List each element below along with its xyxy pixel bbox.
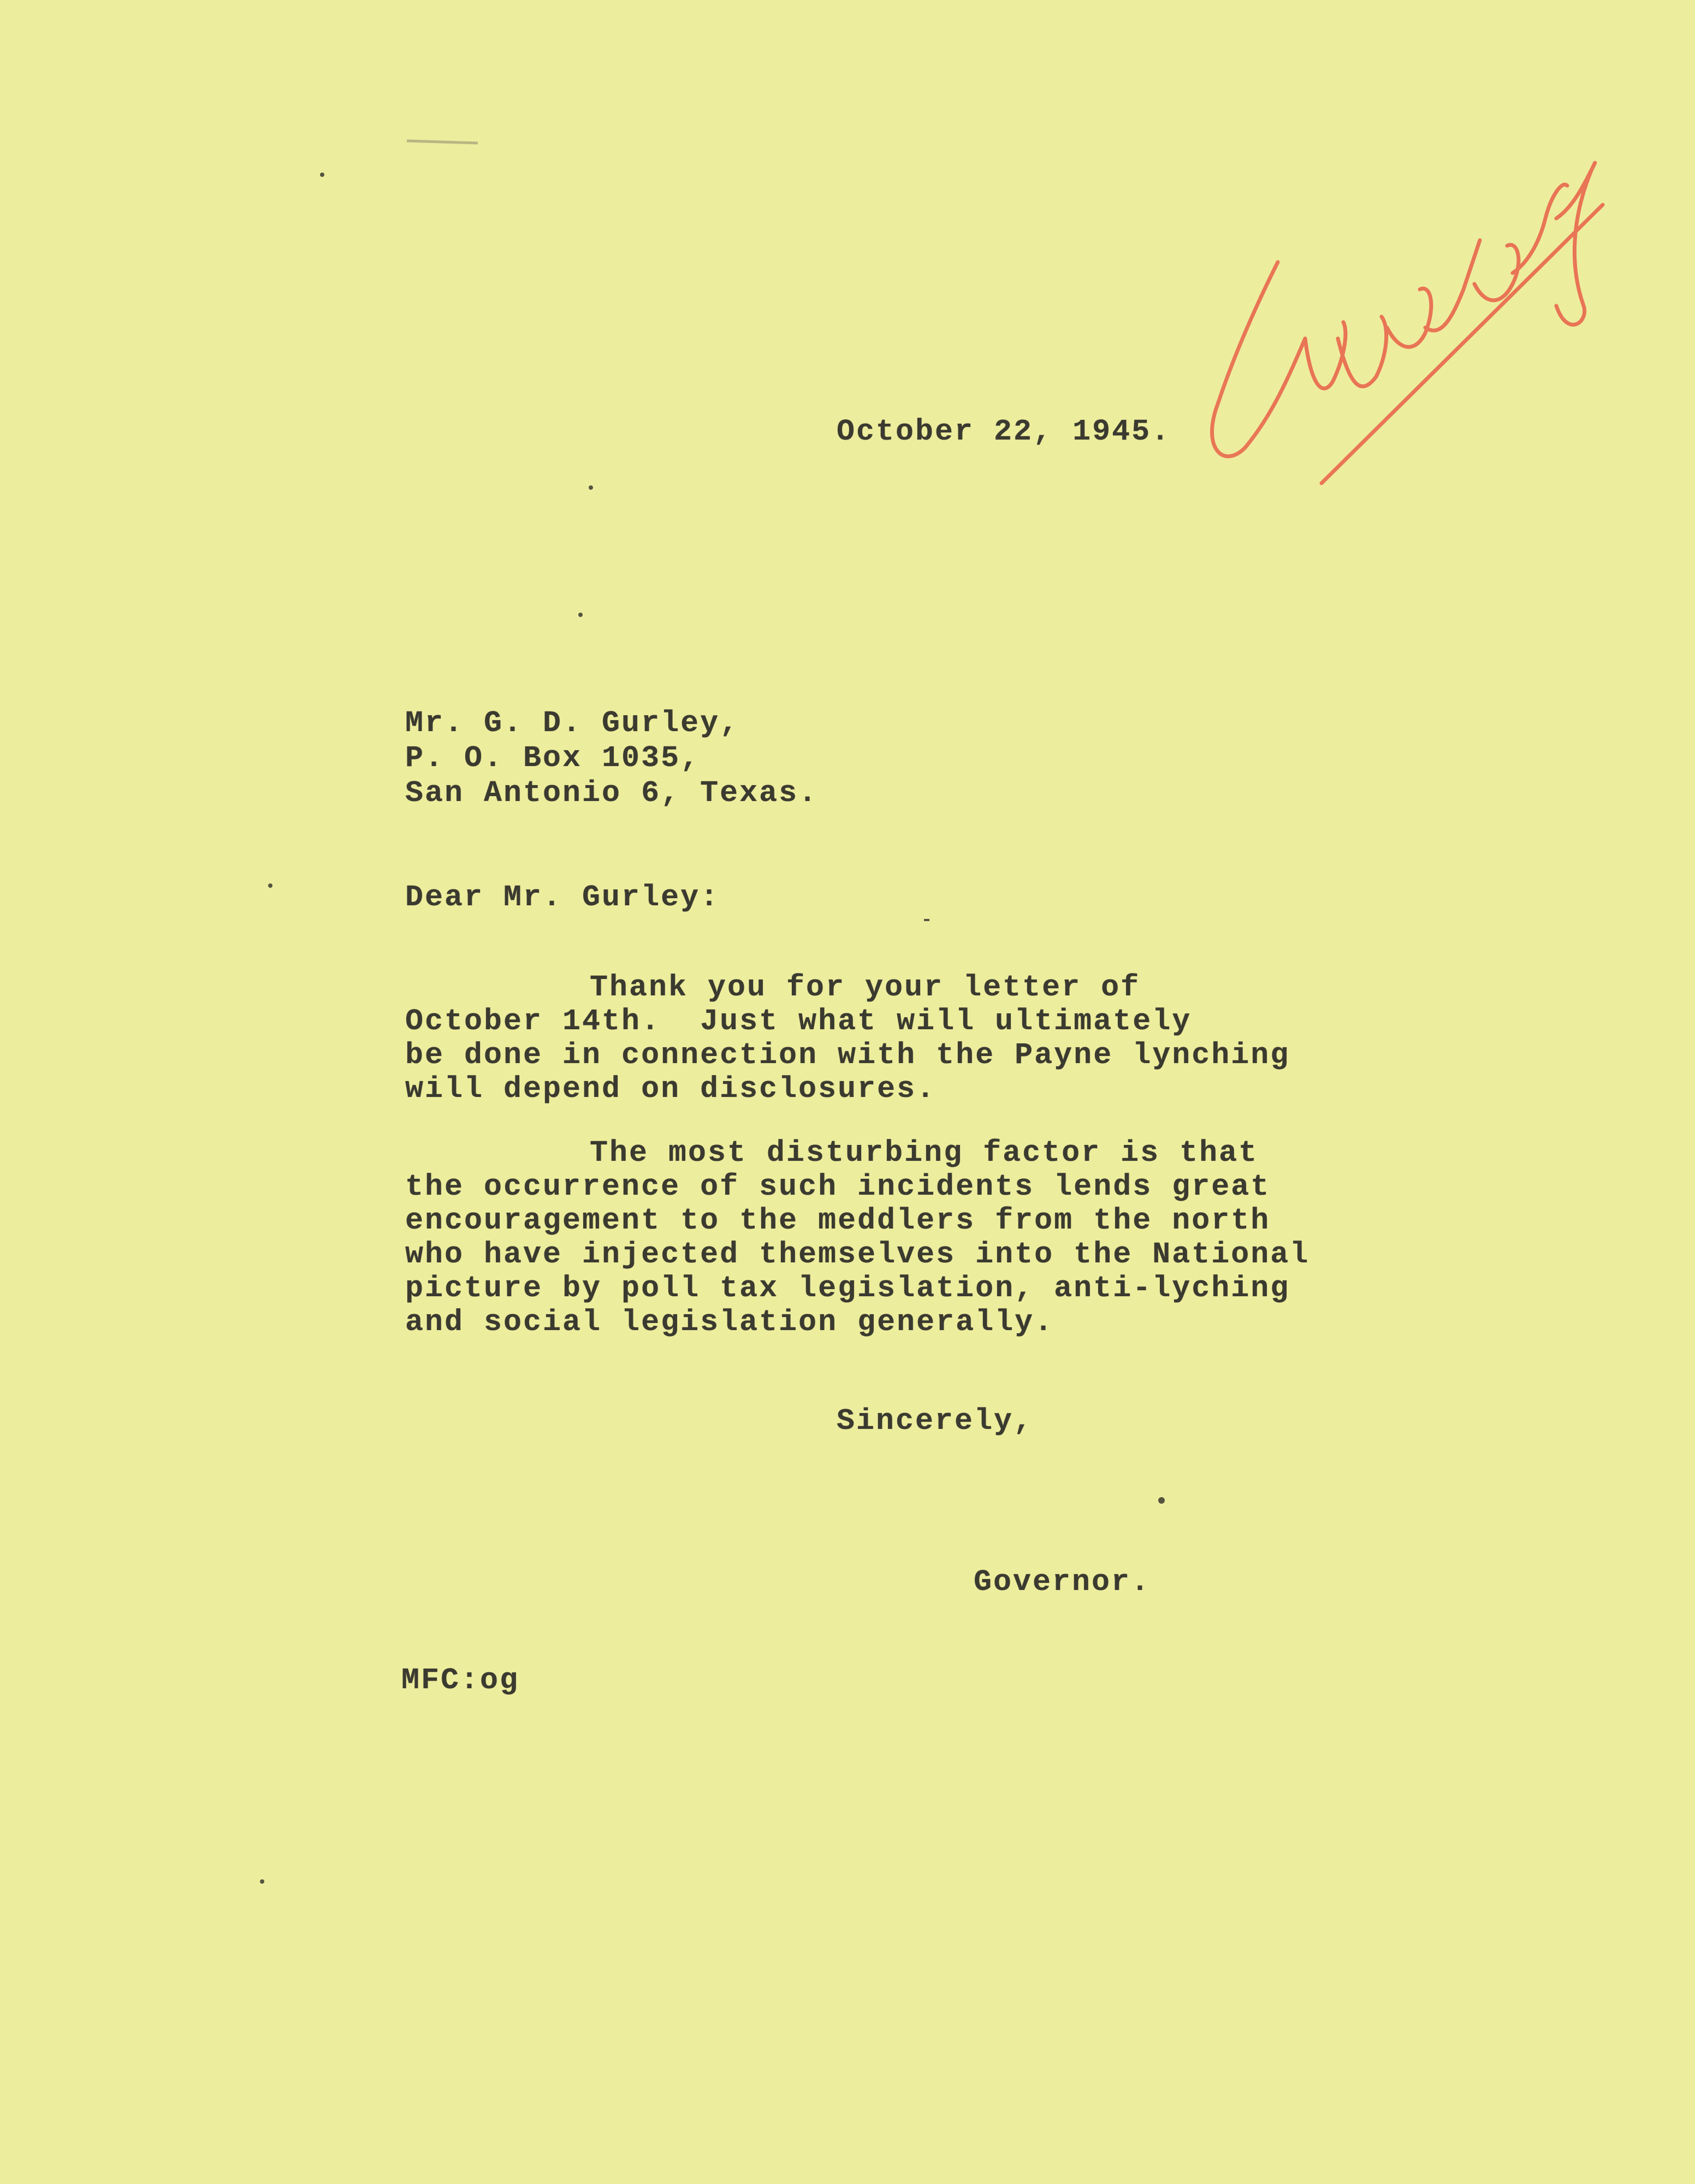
body-paragraph-1-line: Thank you for your letter of xyxy=(590,970,1141,1005)
body-paragraph-2-line: encouragement to the meddlers from the north xyxy=(405,1203,1271,1238)
closing: Sincerely, xyxy=(837,1404,1034,1438)
letter-date: October 22, 1945. xyxy=(837,414,1171,449)
body-paragraph-2-line: The most disturbing factor is that xyxy=(590,1136,1259,1170)
body-paragraph-2-line: the occurrence of such incidents lends great xyxy=(405,1170,1271,1204)
signature-title: Governor. xyxy=(974,1565,1151,1599)
body-paragraph-1-line: will depend on disclosures. xyxy=(405,1072,937,1106)
body-paragraph-2-line: who have injected themselves into the National xyxy=(405,1237,1310,1272)
body-paragraph-1-line: be done in connection with the Payne lynching xyxy=(405,1038,1290,1072)
reference-initials: MFC:og xyxy=(401,1663,520,1698)
recipient-po-box: P. O. Box 1035, xyxy=(405,741,701,775)
body-paragraph-2-line: and social legislation generally. xyxy=(405,1305,1054,1339)
recipient-name: Mr. G. D. Gurley, xyxy=(405,706,740,740)
body-paragraph-1-line: October 14th. Just what will ultimately xyxy=(405,1004,1192,1038)
body-paragraph-2-line: picture by poll tax legislation, anti-lyching xyxy=(405,1271,1290,1305)
recipient-city: San Antonio 6, Texas. xyxy=(405,776,819,810)
salutation: Dear Mr. Gurley: xyxy=(405,880,720,915)
